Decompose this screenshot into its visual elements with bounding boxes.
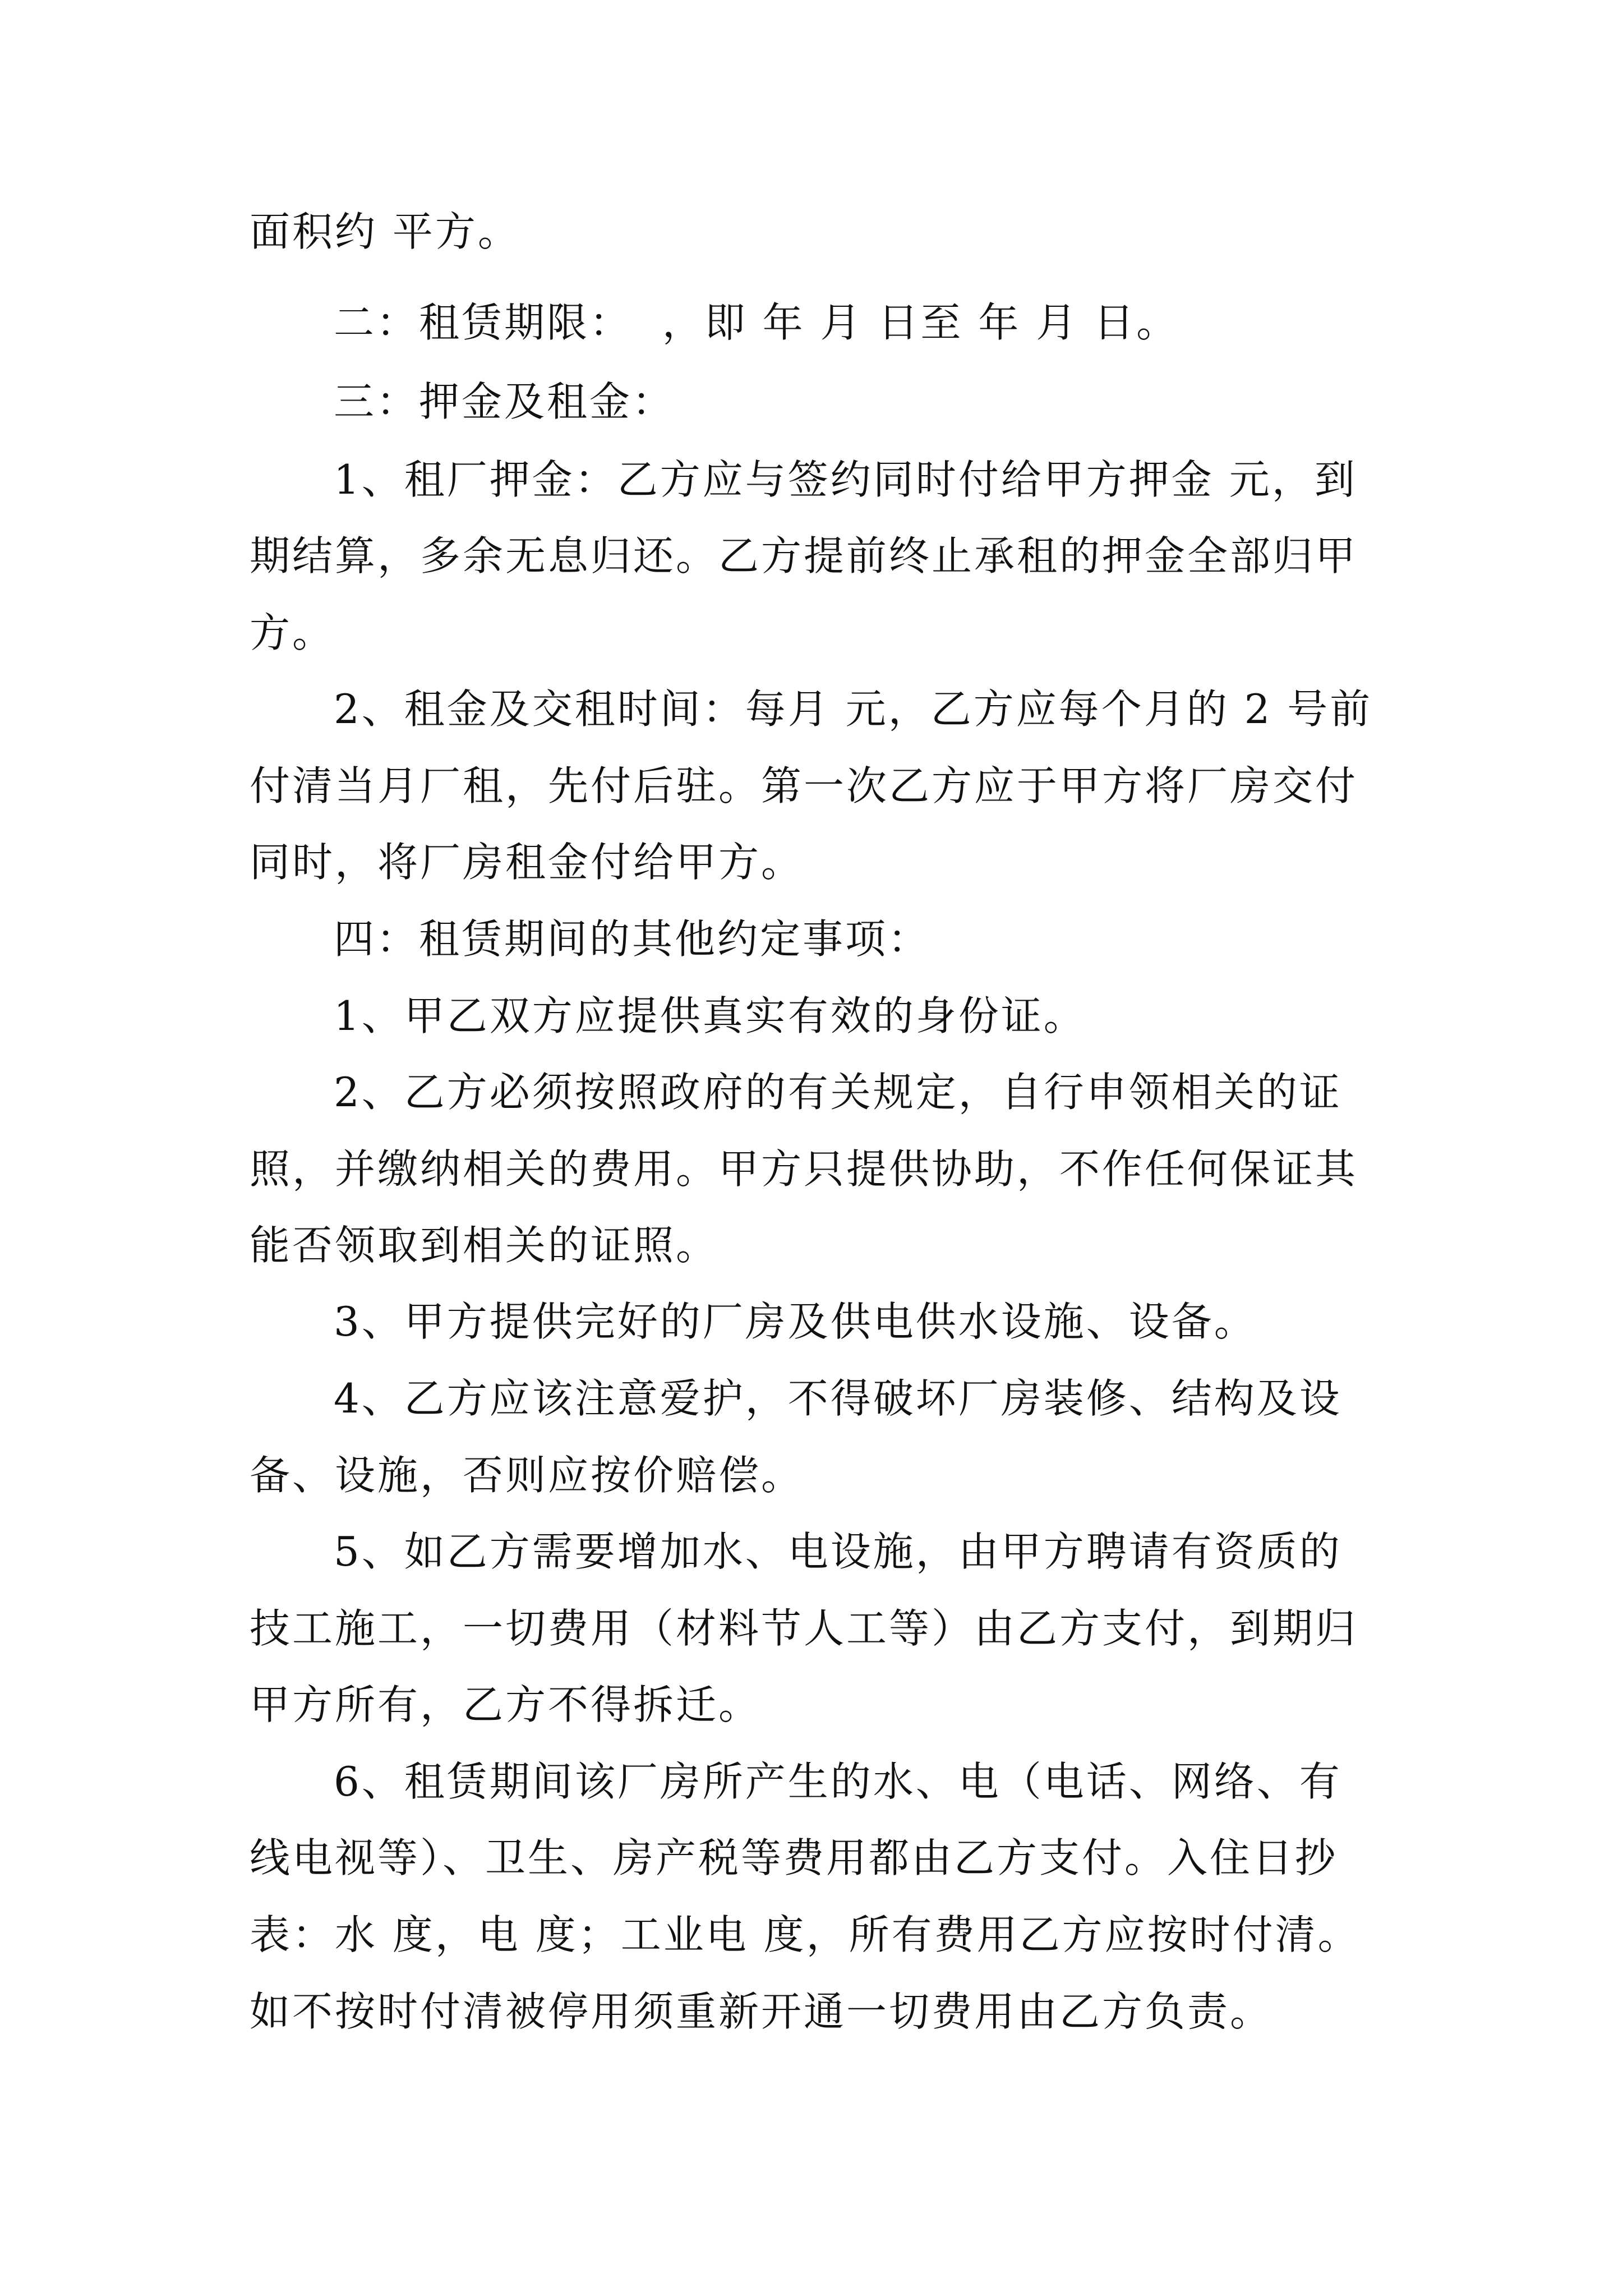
text-line: 四：租赁期间的其他约定事项： (334, 915, 931, 963)
text-line: 付清当月厂租，先付后驻。第一次乙方应于甲方将厂房交付 (250, 762, 1358, 809)
text-line: 能否领取到相关的证照。 (250, 1222, 719, 1269)
text-line: 线电视等）、卫生、房产税等费用都由乙方支付。入住日抄 (250, 1834, 1338, 1881)
text-line: 1、租厂押金：乙方应与签约同时付给甲方押金 元，到 (334, 456, 1357, 503)
text-line: 6、租赁期间该厂房所产生的水、电（电话、网络、有 (334, 1758, 1342, 1805)
text-line: 方。 (250, 609, 335, 656)
text-line: 备、设施，否则应按价赔偿。 (250, 1452, 804, 1499)
text-line: 甲方所有，乙方不得拆迁。 (250, 1681, 762, 1728)
text-line: 技工施工，一切费用（材料节人工等）由乙方支付，到期归 (250, 1605, 1358, 1652)
text-line: 同时，将厂房租金付给甲方。 (250, 839, 804, 886)
text-line: 2、租金及交租时间：每月 元，乙方应每个月的 2 号前 (334, 685, 1373, 733)
text-line: 如不按时付清被停用须重新开通一切费用由乙方负责。 (250, 1988, 1273, 2035)
text-line: 1、甲乙双方应提供真实有效的身份证。 (334, 992, 1086, 1039)
text-line: 二：租赁期限： ，即 年 月 日至 年 月 日。 (334, 299, 1179, 346)
text-line: 4、乙方应该注意爱护，不得破坏厂房装修、结构及设 (334, 1375, 1342, 1422)
text-line: 期结算，多余无息归还。乙方提前终止承租的押金全部归甲 (250, 532, 1358, 579)
text-line: 3、甲方提供完好的厂房及供电供水设施、设备。 (334, 1298, 1257, 1345)
text-line: 面积约 平方。 (250, 208, 520, 255)
text-line: 5、如乙方需要增加水、电设施，由甲方聘请有资质的 (334, 1528, 1342, 1575)
text-line: 表：水 度，电 度；工业电 度，所有费用乙方应按时付清。 (250, 1911, 1361, 1958)
text-line: 照，并缴纳相关的费用。甲方只提供协助，不作任何保证其 (250, 1145, 1358, 1193)
text-line: 2、乙方必须按照政府的有关规定，自行申领相关的证 (334, 1069, 1342, 1116)
text-line: 三：押金及租金： (334, 378, 675, 425)
